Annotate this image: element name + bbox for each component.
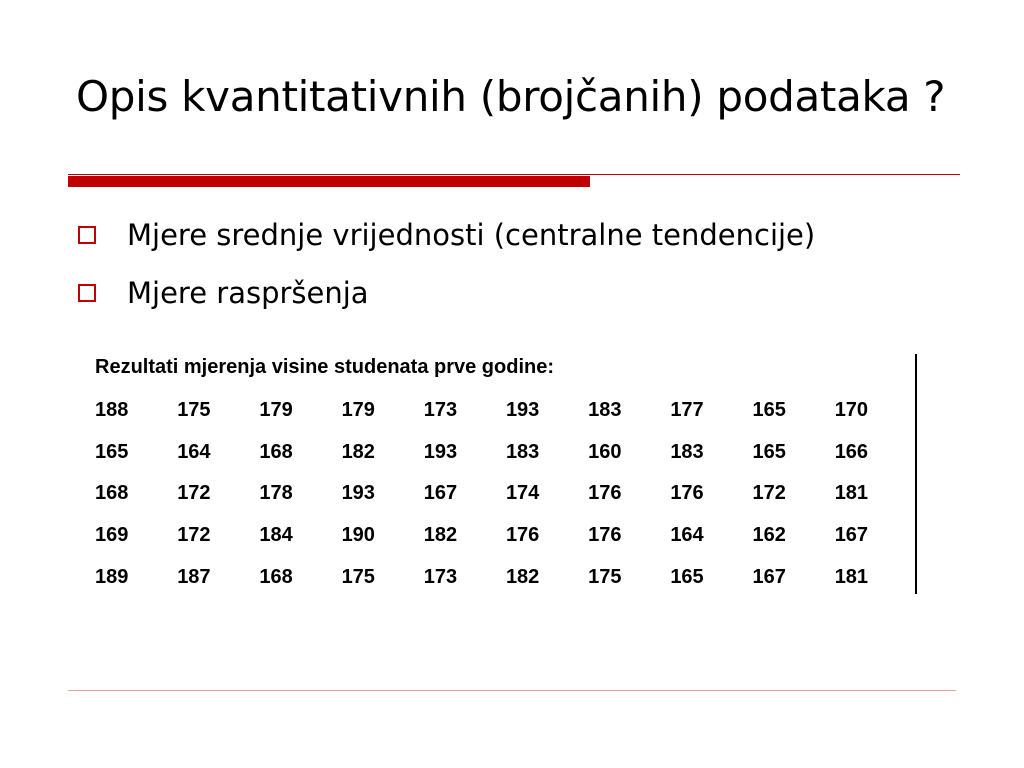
- table-cell: 172: [752, 482, 786, 505]
- bullet-item: [78, 206, 815, 264]
- table-cell: 176: [588, 482, 622, 505]
- table-cell: 164: [670, 524, 704, 547]
- table-cell: 179: [341, 399, 375, 422]
- table-cell: 193: [505, 399, 540, 422]
- table-cell: 167: [423, 482, 458, 505]
- table-cell: 187: [177, 565, 211, 588]
- table-cell: 170: [834, 399, 869, 422]
- table-cell: 183: [588, 399, 622, 422]
- table-cell: 179: [259, 399, 293, 422]
- square-bullet-icon: [78, 226, 96, 244]
- table-cell: 175: [341, 565, 375, 588]
- table-cell: 176: [588, 524, 622, 547]
- bullet-text: Mjere raspršenja: [127, 275, 369, 310]
- square-bullet-icon: [78, 284, 96, 302]
- table-cell: 168: [259, 565, 293, 588]
- table-row: [95, 473, 917, 515]
- table-cell: 164: [177, 440, 211, 463]
- table-cell: 165: [752, 440, 786, 463]
- table-cell: 181: [834, 482, 869, 505]
- title-divider-thin: [68, 174, 960, 175]
- table-cell: 178: [259, 482, 293, 505]
- table-row: [95, 390, 917, 432]
- table-cell: 162: [752, 524, 786, 547]
- table-cell: 165: [670, 565, 704, 588]
- table-cell: 166: [834, 440, 869, 463]
- bullet-text: Mjere srednje vrijednosti (centralne tendencije): [127, 217, 816, 252]
- footer-divider: [68, 690, 956, 691]
- bullet-item: [78, 264, 815, 322]
- table-cell: 167: [834, 524, 869, 547]
- measurements-table-image: [95, 354, 917, 594]
- slide-title: Opis kvantitativnih (brojčanih) podataka ?: [76, 72, 946, 121]
- table-cell: 160: [588, 440, 622, 463]
- table-cell: 193: [423, 440, 458, 463]
- table-cell: 172: [177, 524, 211, 547]
- table-cell: 165: [95, 440, 129, 463]
- table-cell: 181: [834, 565, 869, 588]
- bullet-list: [78, 206, 815, 322]
- measurements-table: [95, 390, 917, 598]
- table-row: [95, 515, 917, 557]
- table-cell: 168: [95, 482, 129, 505]
- table-cell: 165: [752, 399, 786, 422]
- table-cell: 174: [505, 482, 540, 505]
- table-cell: 177: [670, 399, 704, 422]
- table-cell: 183: [670, 440, 704, 463]
- table-cell: 176: [505, 524, 540, 547]
- table-cell: 193: [341, 482, 375, 505]
- table-row: [95, 432, 917, 474]
- table-cell: 188: [95, 399, 129, 422]
- table-cell: 182: [505, 565, 540, 588]
- table-cell: 182: [341, 440, 375, 463]
- table-cell: 173: [423, 565, 458, 588]
- table-cell: 167: [752, 565, 786, 588]
- title-divider-thick: [68, 176, 590, 187]
- table-cell: 190: [341, 524, 375, 547]
- table-cell: 176: [670, 482, 704, 505]
- table-cell: 184: [259, 524, 293, 547]
- table-caption: Rezultati mjerenja visine studenata prve godine:: [95, 356, 555, 378]
- table-row: [95, 556, 917, 598]
- table-cell: 182: [423, 524, 458, 547]
- table-cell: 173: [423, 399, 458, 422]
- table-cell: 175: [177, 399, 211, 422]
- table-cell: 183: [505, 440, 540, 463]
- table-cell: 169: [95, 524, 129, 547]
- table-cell: 175: [588, 565, 622, 588]
- table-cell: 189: [95, 565, 129, 588]
- table-cell: 172: [177, 482, 211, 505]
- table-cell: 168: [259, 440, 293, 463]
